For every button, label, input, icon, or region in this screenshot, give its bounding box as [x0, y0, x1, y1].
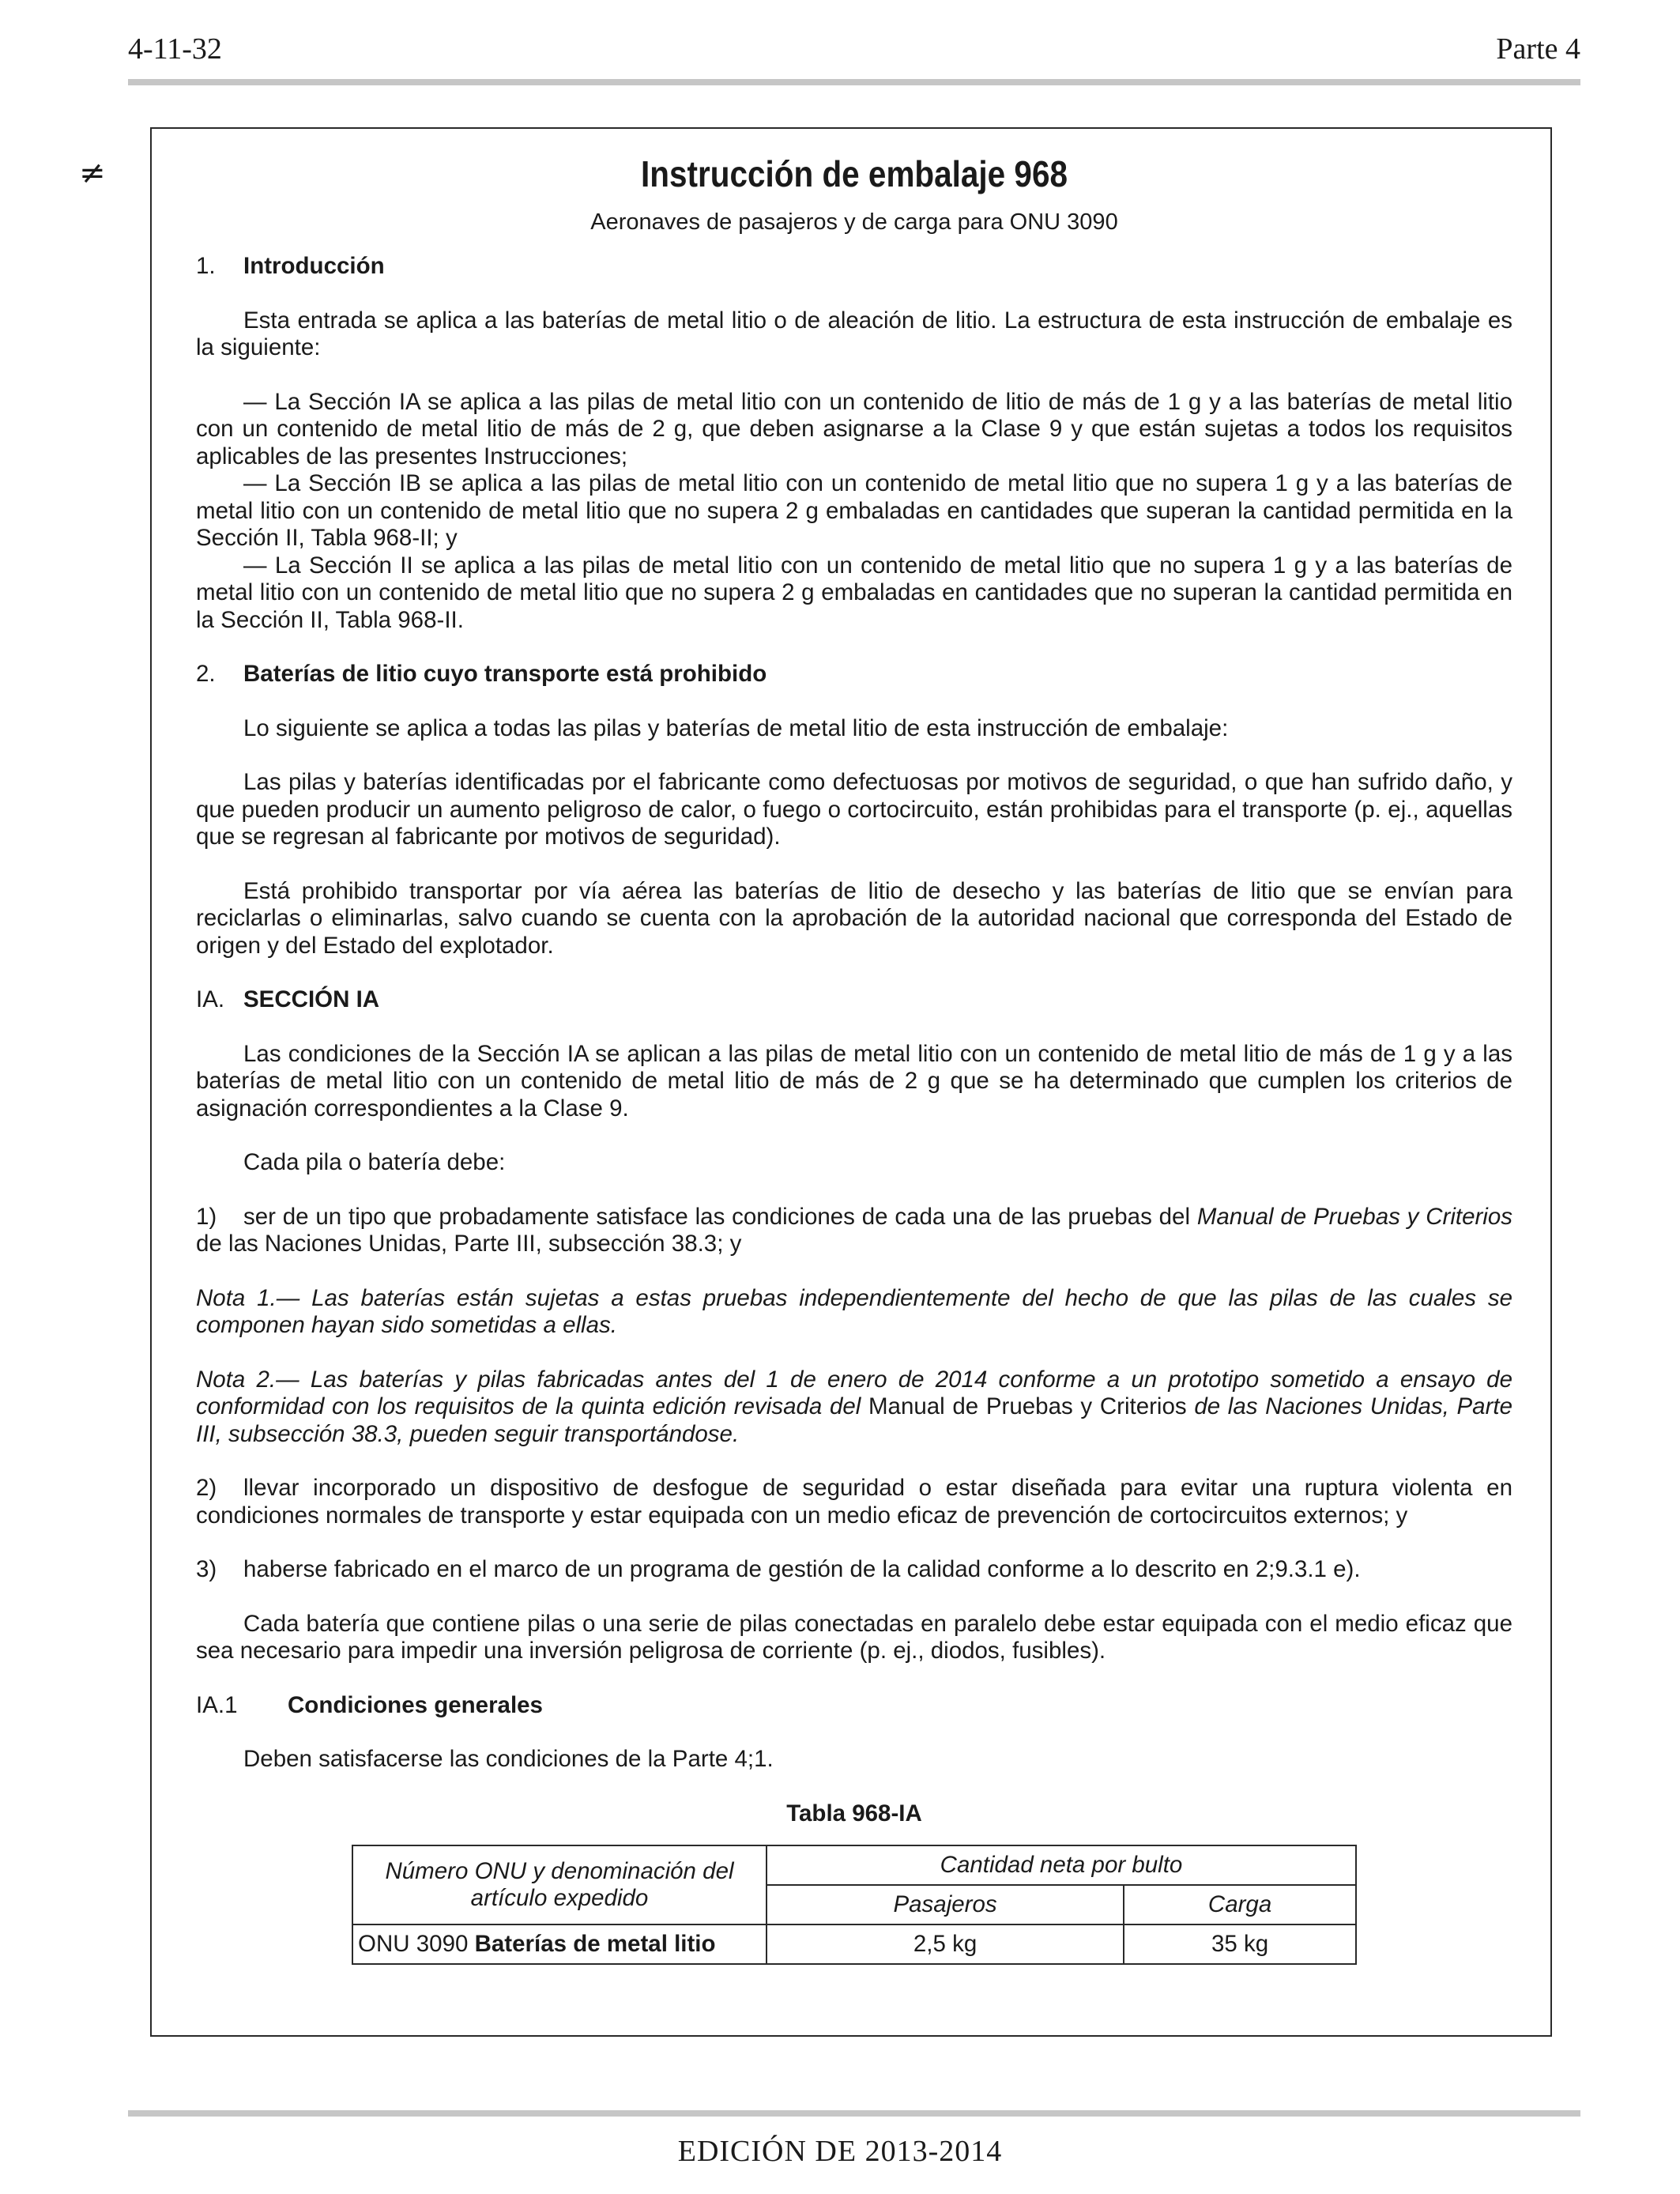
section-ia-title: SECCIÓN IA — [243, 986, 380, 1012]
section-1-bullet-3: — La Sección II se aplica a las pilas de metal litio con un contenido de metal litio que no supera 1 g y a las baterías de metal litio con un contenido de metal litio que no supera 2 g embaladas en cantidades que no superan la cantidad permitida en la Sección II, Tabla 968-II. — [196, 552, 1512, 633]
footer-rule — [128, 2110, 1580, 2117]
section-ia-item-3 — [196, 1556, 1512, 1584]
instruction-content — [196, 153, 1512, 1965]
section-2-title: Baterías de litio cuyo transporte está prohibido — [243, 661, 767, 687]
section-ia1-heading — [196, 1692, 1512, 1720]
table-row — [352, 1924, 1356, 1964]
note-1: Nota 1.— Las baterías están sujetas a estas pruebas independientemente del hecho de que las pilas de las cuales se componen hayan sido sometidas a ellas. — [196, 1284, 1512, 1338]
header-rule — [128, 79, 1580, 85]
page-number: 4-11-32 — [128, 32, 222, 66]
table-cell-un-name — [352, 1924, 767, 1964]
section-ia-paragraph-1: Las condiciones de la Sección IA se aplican a las pilas de metal litio con un contenido de metal litio de más de 1 g y a las baterías de metal litio con un contenido de metal litio de más de 2 g que se ha determinado que cumplen los criterios de asignación correspondientes a la Clase 9. — [196, 1040, 1512, 1122]
section-ia-item-1 — [196, 1204, 1512, 1258]
edition-footer: EDICIÓN DE 2013-2014 — [677, 2135, 1003, 2168]
section-1-paragraph: Esta entrada se aplica a las baterías de metal litio o de aleación de litio. La estructura de esta instrucción de embalaje es la siguiente: — [196, 307, 1512, 360]
change-mark-icon: ≠ — [79, 155, 106, 191]
section-ia1-title: Condiciones generales — [288, 1691, 543, 1718]
note-2-text-a: Nota 2.— Las baterías y pilas fabricadas antes del 1 de enero de 2014 conforme a un prototipo sometido a ensayo de conformidad con los requisitos de la quinta edición revisada del — [196, 1366, 1512, 1419]
shipping-name: Baterías de metal litio — [474, 1930, 716, 1957]
section-2-paragraph-3: Está prohibido transportar por vía aérea las baterías de litio de desecho y las baterías de litio que se envían para reciclarlas o eliminarlas, salvo cuando se cuenta con la aprobación de la autoridad nacional que corresponda del Estado de origen y del Estado del explotador. — [196, 877, 1512, 959]
un-number: ONU 3090 — [358, 1930, 475, 1957]
section-ia-paragraph-3: Cada batería que contiene pilas o una serie de pilas conectadas en paralelo debe estar equipada con el medio eficaz que sea necesario para impedir una inversión peligrosa de corriente (p. ej., diodos, fusibles). — [196, 1610, 1512, 1664]
item-3-text: haberse fabricado en el marco de un programa de gestión de la calidad conforme a lo descrito en 2;9.3.1 e). — [243, 1556, 1361, 1582]
note-2 — [196, 1367, 1512, 1449]
item-2-text: llevar incorporado un dispositivo de desfogue de seguridad o estar diseñada para evitar una ruptura violenta en condiciones normales de transporte y estar equipada con un medio eficaz de prevención de cortocircuitos externos; y — [196, 1475, 1512, 1529]
section-ia-number: IA. — [196, 986, 225, 1012]
section-ia1-number: IA.1 — [196, 1691, 238, 1718]
doc-subtitle: Aeronaves de pasajeros y de carga para ONU 3090 — [590, 209, 1118, 235]
section-ia-item-2 — [196, 1475, 1512, 1529]
item-1-text-a: ser de un tipo que probadamente satisface las condiciones de cada una de las pruebas del — [243, 1203, 1197, 1230]
page-header — [128, 32, 1580, 73]
section-2-paragraph-1: Lo siguiente se aplica a todas las pilas y baterías de metal litio de esta instrucción de embalaje: — [243, 714, 1229, 741]
doc-title: Instrucción de embalaje 968 — [641, 153, 1068, 194]
table-header-un-name: Número ONU y denominación del artículo expedido — [352, 1845, 767, 1924]
section-ia-heading — [196, 986, 1512, 1014]
item-1-text-c: de las Naciones Unidas, Parte III, subsección 38.3; y — [196, 1231, 742, 1257]
table-title: Tabla 968-IA — [786, 1800, 922, 1826]
section-1-heading — [196, 253, 1512, 281]
section-ia1-paragraph: Deben satisfacerse las condiciones de la Parte 4;1. — [243, 1746, 774, 1772]
section-2-paragraph-2: Las pilas y baterías identificadas por el fabricante como defectuosas por motivos de seguridad, o que han sufrido daño, y que pueden producir un aumento peligroso de calor, o fuego o cortocircuito, están prohibidas para el transporte (p. ej., aquellas que se regresan al fabricante por motivos de seguridad). — [196, 769, 1512, 850]
note-2-text-c: de las Naciones Unidas, Parte III, subsección 38.3, pueden seguir transportándose. — [196, 1393, 1513, 1447]
instruction-frame — [150, 127, 1552, 2037]
section-2-heading — [196, 661, 1512, 688]
section-ia-paragraph-2: Cada pila o batería debe: — [243, 1149, 506, 1175]
section-1-bullet-2: — La Sección IB se aplica a las pilas de metal litio con un contenido de metal litio que no supera 1 g y a las baterías de metal litio con un contenido de metal litio que no supera 2 g embaladas en cantidades que superan la cantidad permitida en la Sección II, Tabla 968-II; y — [196, 470, 1512, 551]
item-2-number: 2) — [196, 1475, 217, 1501]
table-cell-cargo: 35 kg — [1124, 1924, 1356, 1964]
item-1-number: 1) — [196, 1203, 217, 1230]
section-1-number: 1. — [196, 253, 216, 279]
section-1-title: Introducción — [243, 253, 385, 279]
section-1-bullet-1: — La Sección IA se aplica a las pilas de metal litio con un contenido de litio de más de 1 g y a las baterías de metal litio con un contenido de metal litio de más de 2 g, que deben asignarse a la Clase 9 y que están sujetas a todos los requisitos aplicables de las presentes Instrucciones; — [196, 388, 1512, 469]
item-1-manual-title: Manual de Pruebas y Criterios — [1196, 1203, 1513, 1230]
section-2-number: 2. — [196, 661, 216, 687]
quantity-table — [352, 1845, 1357, 1965]
table-header-cargo: Carga — [1124, 1885, 1356, 1924]
part-label: Parte 4 — [1496, 32, 1580, 66]
note-2-manual-title: Manual de Pruebas y Criterios — [868, 1393, 1187, 1419]
item-3-number: 3) — [196, 1556, 217, 1582]
table-header-net-quantity: Cantidad neta por bulto — [767, 1845, 1356, 1885]
table-cell-passengers: 2,5 kg — [767, 1924, 1124, 1964]
table-header-row — [352, 1845, 1356, 1885]
table-header-passengers: Pasajeros — [767, 1885, 1124, 1924]
